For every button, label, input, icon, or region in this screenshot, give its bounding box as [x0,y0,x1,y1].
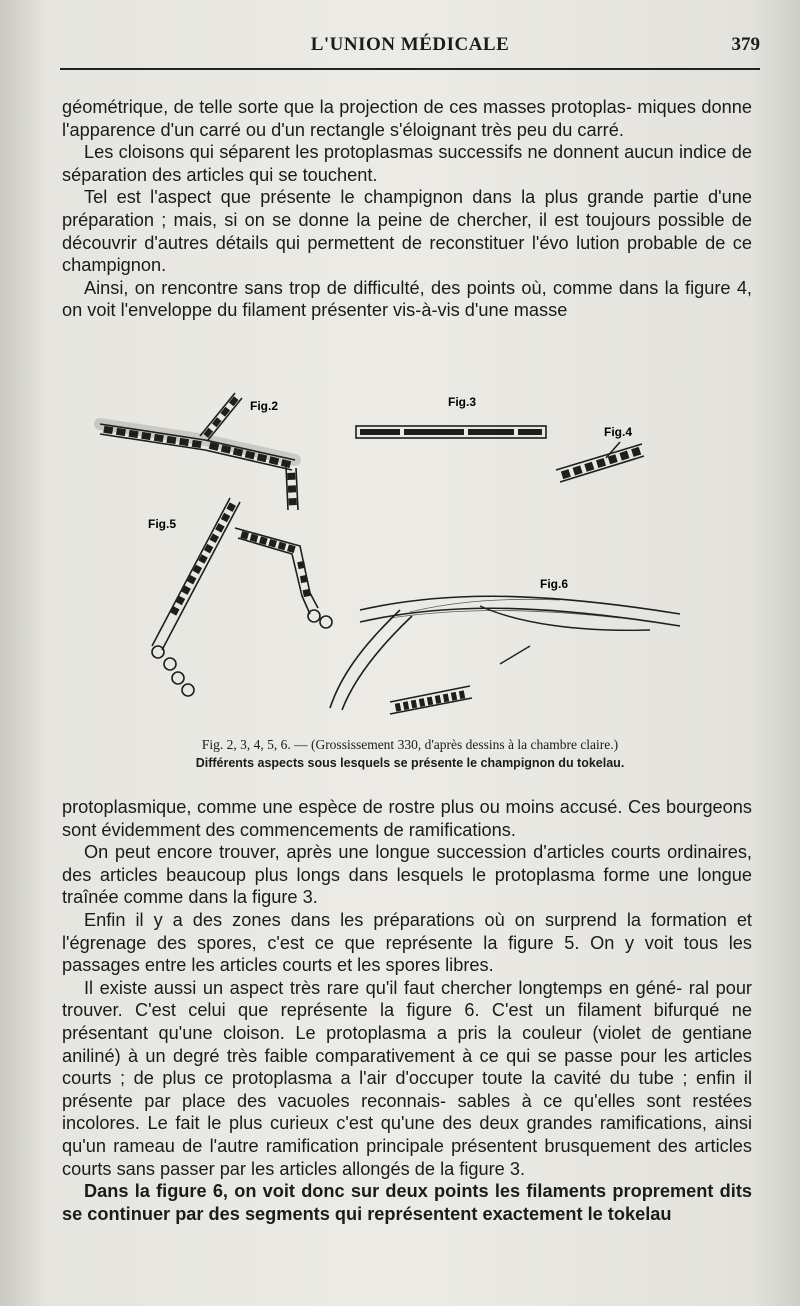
filament-cell [259,536,268,545]
filament-cell [278,542,287,551]
filament-cell [288,498,296,505]
filament-cell [288,485,296,492]
running-title: L'UNION MÉDICALE [310,34,510,55]
spore [320,616,332,628]
paragraph: Ainsi, on rencontre sans trop de difficulté, des points où, comme dans la figure 4, on voit l'enveloppe du filament présenter vis-à-vis d'une masse [62,277,752,321]
fig5-drawing [152,498,332,696]
fig4-label: Fig.4 [604,425,633,439]
filament-cell [141,432,151,440]
figure-plate [60,378,760,720]
page-header [60,34,760,74]
spore [164,658,176,670]
filament-cell [103,426,113,434]
filament-cell [573,465,583,475]
filament-cell [403,701,409,710]
figure-caption [60,736,760,772]
filament-cell [608,454,618,464]
text-block-bottom [62,796,752,1225]
fig2-label: Fig.2 [250,399,279,413]
text-block-top [62,96,752,322]
filament-cell [584,462,594,472]
page-number: 379 [731,34,760,55]
filament-cell [411,700,417,709]
filament-cell [427,697,433,706]
paragraph: Dans la figure 6, on voit donc sur deux points les filaments proprement dits se continuer par des segments qui représentent exactement le tokelau [62,1181,752,1224]
filament-cell [300,575,308,583]
figure-drawing [60,378,760,720]
fig6-drawing [330,596,680,714]
filament-cell [179,438,189,446]
caption-line-1: Fig. 2, 3, 4, 5, 6. — (Grossissement 330, d'après dessins à la chambre claire.) [201,737,619,752]
paragraph: protoplasmique, comme une espèce de rostre plus ou moins accusé. Ces bourgeons sont évidemment des commencements de ramifications. [62,797,752,840]
fig4-drawing [556,442,644,482]
filament-cell [116,428,126,436]
paragraph: Enfin il y a des zones dans les préparations où on surprend la formation et l'égrenage des spores, c'est ce que représente la figure 5. On y voit tous les passages entre les articles courts et les spores libres. [62,909,752,976]
paragraph: géométrique, de telle sorte que la projection de ces masses protoplas- miques donne l'apparence d'un carré ou d'un rectangle s'éloignant très peu du carré. [62,97,752,140]
filament-cell [268,539,277,548]
filament-cell [631,447,641,457]
filament-cell [619,451,629,461]
filament-cell [451,692,457,701]
fig3-label: Fig.3 [448,395,477,409]
paragraph: Les cloisons qui séparent les protoplasmas successifs ne donnent aucun indice de séparation des articles qui se touchent. [62,142,752,185]
paragraph: On peut encore trouver, après une longue succession d'articles courts ordinaires, des articles beaucoup plus longs dans lesquels le protoplasma forme une longue traînée comme dans la figure 3. [62,842,752,908]
filament-cell [192,440,202,448]
filament-cell [297,561,305,569]
filament-cell [166,436,176,444]
filament-cell [419,698,425,707]
filament-cell [154,434,164,442]
filament-cell [395,703,401,712]
filament-cell [435,695,441,704]
fig3-drawing [356,426,546,438]
spore [152,646,164,658]
filament-cell [129,430,139,438]
spore [172,672,184,684]
filament-cell [459,690,465,699]
paragraph: Tel est l'aspect que présente le champignon dans la plus grande partie d'une préparation ; mais, si on se donne la peine de chercher, il est toujours possible de découvrir d'autres détails qui permettent de reconstituer l'évo lution probable de ce champignon. [62,187,752,276]
caption-line-2: Différents aspects sous lesquels se présente le champignon du tokelau. [195,756,625,770]
filament-cell [287,544,296,553]
filament-cell [303,589,311,597]
filament-cell [443,693,449,702]
fig6-label: Fig.6 [540,577,569,591]
spore [308,610,320,622]
fig5-label: Fig.5 [148,517,177,531]
paragraph: Il existe aussi un aspect très rare qu'il faut chercher longtemps en géné- ral pour trouver. C'est celui que représente la figure 6. C'est un filament bifurqué ne présentant qu'une cloison. Le protoplasma a pris la couleur (violet de gentiane aniliné) à un degré très faible comparativement à ce qui se passe pour les articles courts ; de plus ce protoplasma a l'air d'occuper toute la cavité du tube ; enfin il présente par place des vacuoles reconnais- sables à ce qu'elles sont restées incolores. Le fait le plus curieux c'est qu'une des deux grandes ramifications, ainsi qu'un rameau de l'autre ramification principale présentent brusquement des articles courts sans passer par les articles allongés de la figure 3. [62,977,752,1179]
filament-cell [596,458,606,468]
filament-cell [287,473,295,480]
header-rule [60,68,760,70]
spore [182,684,194,696]
filament-cell [561,469,571,479]
filament-cell [226,502,235,511]
